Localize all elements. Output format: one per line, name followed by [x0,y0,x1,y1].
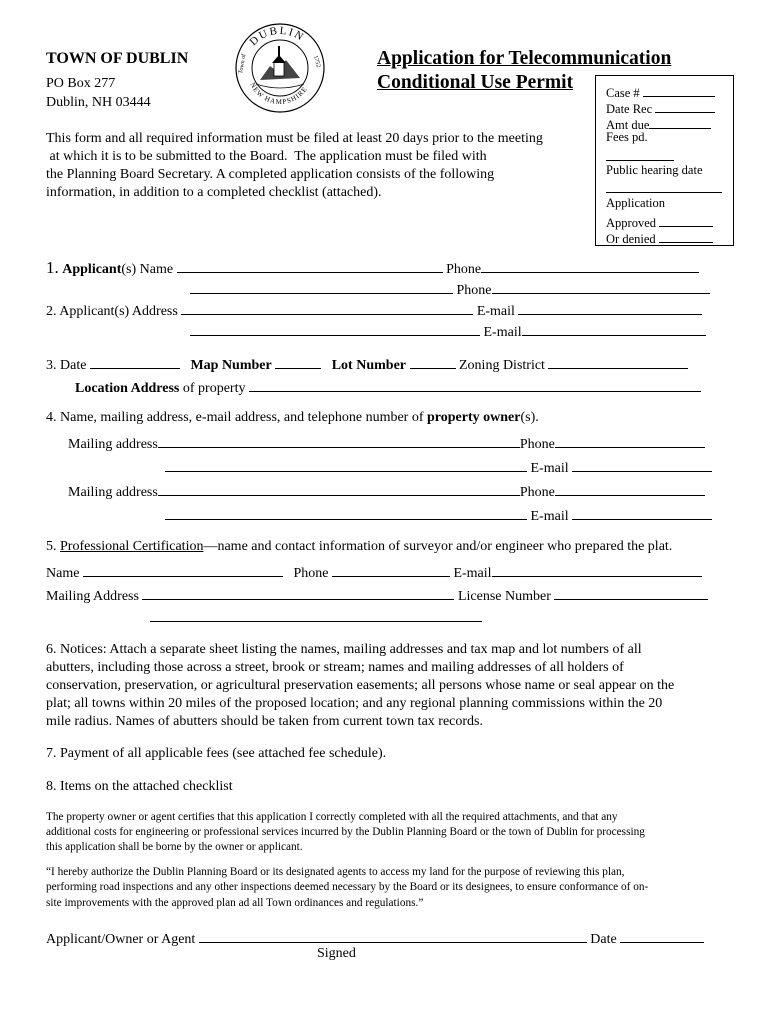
property-owner-heading: 4. Name, mailing address, e-mail address, and telephone number of property owner(s). [46,410,539,425]
applicant-address-row2: E-mail [190,321,706,341]
professional-name-input[interactable] [83,562,283,577]
applicant-address-input[interactable] [181,300,473,315]
intro-line3: the Planning Board Secretary. A completed application consists of the following [46,167,495,182]
form-title-line1: Application for Telecommunication [377,48,672,69]
applicant-email-input-2[interactable] [522,321,706,336]
denied-field[interactable]: Or denied [606,228,713,247]
form-title-line2: Conditional Use Permit [377,72,574,93]
town-name: TOWN OF DUBLIN [46,50,189,67]
fees-paid-label: Fees pd. [606,130,648,144]
notices-line4: plat; all towns within 20 miles of the proposed location; and any regional planning commissions within the 20 [46,696,663,711]
applicant-address-input-2[interactable] [190,321,480,336]
po-box: PO Box 277 [46,76,116,91]
public-hearing-label: Public hearing date [606,163,703,177]
professional-phone-input[interactable] [332,562,450,577]
intro-line2: at which it is to be submitted to the Board. The application must be filed with [46,149,487,164]
intro-line1: This form and all required information must be filed at least 20 days prior to the meeting [46,131,543,146]
intro-line4: information, in addition to a completed checklist (attached). [46,185,382,200]
owner1-mailing-input-2[interactable] [165,457,527,472]
applicant-name-input[interactable] [177,258,443,273]
certification-line3: this application shall be borne by the owner or applicant. [46,841,303,853]
owner2-email-input[interactable] [572,505,712,520]
public-hearing-field[interactable] [606,178,722,197]
professional-email-input[interactable] [492,562,702,577]
applicant-address-row: 2. Applicant(s) Address E-mail [46,300,702,320]
owner2-mailing-input[interactable] [158,481,520,496]
notices-line1: 6. Notices: Attach a separate sheet listing the names, mailing addresses and tax map and lot numbers of all [46,642,642,657]
owner2-mailing-input-2[interactable] [165,505,527,520]
city-address: Dublin, NH 03444 [46,95,151,110]
owner1-mailing-input[interactable] [158,433,520,448]
professional-cert-heading: 5. Professional Certification—name and contact information of surveyor and/or engineer who prepared the plat. [46,539,673,554]
applicant-name-input-2[interactable] [190,279,453,294]
owner1-email-row: E-mail [165,457,712,477]
certification-line2: additional costs for engineering or professional services incurred by the Dublin Planning Board or the town of Dublin for processing [46,826,645,838]
checklist-item: 8. Items on the attached checklist [46,779,233,794]
date-input[interactable] [90,354,180,369]
applicant-name-row: 1. Applicant(s) Name Phone [46,258,699,278]
professional-mailing-row: Mailing Address License Number [46,585,708,605]
applicant-phone-input-2[interactable] [492,279,710,294]
authorization-line1: “I hereby authorize the Dublin Planning Board or its designated agents to access my land for the purpose of reviewing this plan, [46,866,625,878]
signature-row: Applicant/Owner or Agent Date [46,928,704,948]
authorization-line3: site improvements with the approved plan ad all Town ordinances and regulations.” [46,897,424,909]
fees-item: 7. Payment of all applicable fees (see attached fee schedule). [46,746,387,761]
signed-label: Signed [317,946,356,961]
professional-mailing-input[interactable] [142,585,454,600]
town-seal-icon [234,22,326,114]
case-number-field[interactable]: Case # [606,82,715,101]
applicant-phone-input[interactable] [481,258,699,273]
applicant-name-row2: Phone [190,279,710,299]
approved-field[interactable]: Approved [606,212,713,231]
owner1-phone-input[interactable] [555,433,705,448]
seal-left-text: Town of [238,53,248,75]
owner1-mailing-row: Mailing address Phone [68,433,705,453]
owner2-email-row: E-mail [165,505,712,525]
applicant-email-input[interactable] [518,300,702,315]
date-received-field[interactable]: Date Rec [606,98,715,117]
owner1-email-input[interactable] [572,457,712,472]
owner2-phone-input[interactable] [555,481,705,496]
owner2-mailing-row: Mailing address Phone [68,481,705,501]
application-label: Application [606,196,666,210]
license-number-input[interactable] [554,585,708,600]
notices-line3: conservation, preservation, or agricultural preservation easements; all persons whose name or seal appear on the [46,678,675,693]
amount-due-field[interactable]: Amt due [606,114,711,133]
certification-line1: The property owner or agent certifies that this application I correctly completed with all the required attachments, and that any [46,811,618,823]
location-address-input[interactable] [249,377,701,392]
professional-mailing-row2 [150,607,482,627]
notices-line5: mile radius. Names of abutters should be taken from current town tax records. [46,714,483,729]
office-use-box [595,75,734,246]
location-address-row: Location Address of property [75,377,701,397]
notices-line2: abutters, including those across a street, brook or stream; names and mailing addresses of all holders of [46,660,624,675]
zoning-district-input[interactable] [548,354,688,369]
property-info-row: 3. Date Map Number Lot Number Zoning District [46,354,688,374]
signature-input[interactable] [199,928,587,943]
seal-bottom-text: NEW HAMPSHIRE [248,81,310,107]
seal-top-text: DUBLIN [247,24,307,49]
authorization-line2: performing road inspections and any other inspections deemed necessary by the Board or its designees, to ensure conformance of on- [46,881,649,893]
map-number-input[interactable] [275,354,321,369]
professional-mailing-input-2[interactable] [150,607,482,622]
professional-name-row: Name Phone E-mail [46,562,702,582]
lot-number-input[interactable] [410,354,456,369]
signature-date-input[interactable] [620,928,704,943]
seal-right-text: 1752 [312,54,321,69]
